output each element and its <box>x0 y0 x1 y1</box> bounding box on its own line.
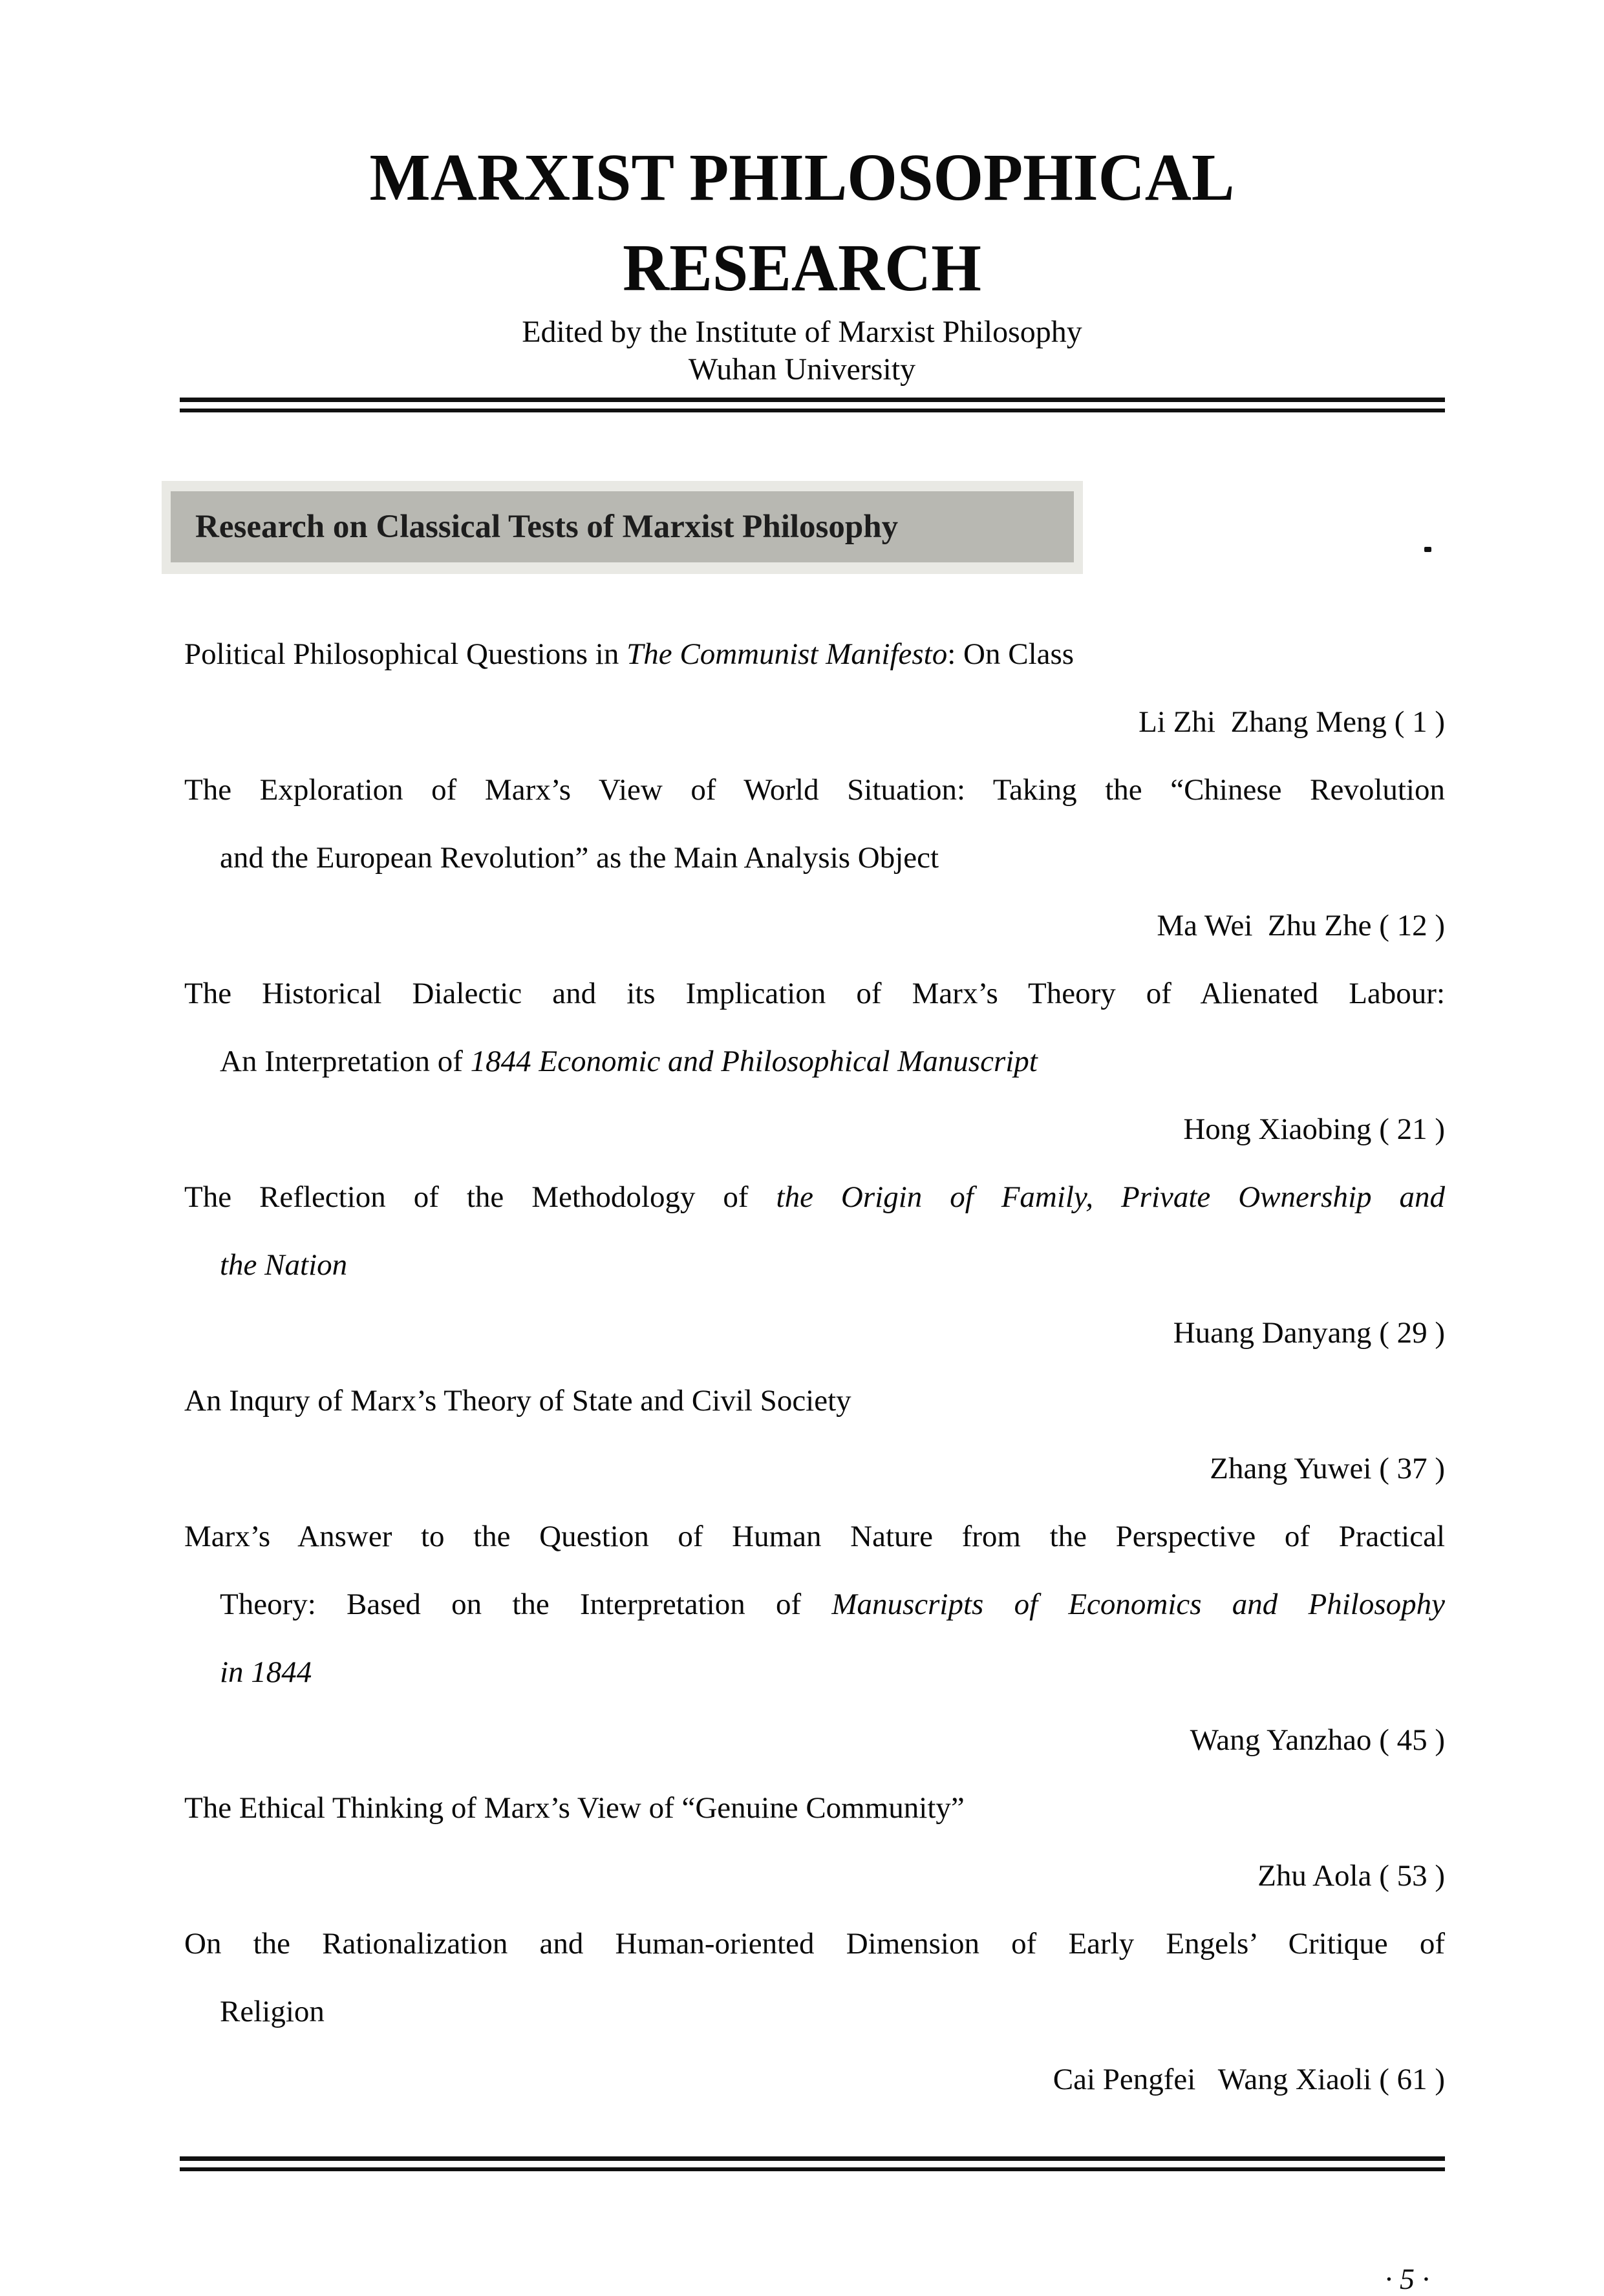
table-of-contents <box>184 621 1445 2114</box>
toc-page-ref: ( 45 ) <box>1371 1723 1445 1757</box>
toc-title-italic-segment: in 1844 <box>220 1655 312 1689</box>
toc-title-segment: The Reflection of the Methodology of <box>184 1180 776 1214</box>
toc-title-segment: The Historical Dialectic and its Implication of Marx’s Theory of Alienated Labour: <box>184 977 1445 1010</box>
journal-title-line-1: MARXIST PHILOSOPHICAL <box>369 140 1235 215</box>
toc-title-line <box>184 1367 1445 1435</box>
toc-title-line <box>184 1978 1445 2046</box>
toc-title-segment: and the European Revolution” as the Main Analysis Object <box>220 841 939 875</box>
section-header: Research on Classical Tests of Marxist Philosophy <box>171 491 1074 562</box>
toc-title-line <box>184 1164 1445 1231</box>
journal-subtitle-university: Wuhan University <box>688 352 916 387</box>
toc-title-line <box>184 1571 1445 1639</box>
toc-title-italic-segment: The Communist Manifesto <box>626 637 948 671</box>
toc-authors: Hong Xiaobing <box>1183 1112 1372 1146</box>
toc-author-line <box>184 1096 1445 1164</box>
toc-author-line <box>184 1706 1445 1774</box>
toc-title-segment: An Interpretation of <box>220 1045 471 1078</box>
toc-authors: Zhu Aola <box>1257 1859 1372 1893</box>
toc-title-line <box>184 1774 1445 1842</box>
toc-title-line <box>184 756 1445 824</box>
toc-author-line <box>184 688 1445 756</box>
toc-title-segment: Marx’s Answer to the Question of Human Nature from the Perspective of Practical <box>184 1520 1445 1553</box>
toc-authors: Huang Danyang <box>1173 1316 1372 1350</box>
section-header-halo <box>162 481 1083 574</box>
masthead <box>0 0 1604 388</box>
toc-page-ref: ( 61 ) <box>1371 2063 1445 2096</box>
page-number: · 5 · <box>1385 2262 1429 2295</box>
journal-subtitle-editor: Edited by the Institute of Marxist Philosophy <box>522 315 1082 349</box>
toc-title-line <box>184 1639 1445 1706</box>
toc-author-line <box>184 2046 1445 2114</box>
toc-page-ref: ( 29 ) <box>1371 1316 1445 1350</box>
toc-title-segment: Political Philosophical Questions in <box>184 637 627 671</box>
toc-title-italic-segment: the Origin of Family, Private Ownership and <box>776 1180 1445 1214</box>
toc-author-line <box>184 1299 1445 1367</box>
toc-authors: Zhang Yuwei <box>1210 1452 1372 1485</box>
toc-title-segment: On the Rationalization and Human-oriented Dimension of Early Engels’ Critique of <box>184 1927 1445 1961</box>
toc-title-segment: Religion <box>220 1995 325 2028</box>
toc-title-italic-segment: 1844 Economic and Philosophical Manuscript <box>470 1045 1038 1078</box>
toc-title-line <box>184 1503 1445 1571</box>
toc-authors: Ma Wei Zhu Zhe <box>1157 909 1372 942</box>
toc-author-line <box>184 1842 1445 1910</box>
toc-title-segment: An Inqury of Marx’s Theory of State and Civil Society <box>184 1384 851 1418</box>
bottom-double-rule <box>180 2156 1445 2171</box>
toc-title-line <box>184 1910 1445 1978</box>
toc-author-line <box>184 1435 1445 1503</box>
toc-title-line <box>184 960 1445 1028</box>
toc-page-ref: ( 12 ) <box>1371 909 1445 942</box>
toc-page-ref: ( 37 ) <box>1371 1452 1445 1485</box>
toc-page-ref: ( 1 ) <box>1386 705 1445 739</box>
toc-title-italic-segment: Manuscripts of Economics and Philosophy <box>831 1588 1446 1621</box>
toc-page-ref: ( 53 ) <box>1371 1859 1445 1893</box>
toc-title-segment: The Exploration of Marx’s View of World Situation: Taking the “Chinese Revolution <box>184 773 1445 807</box>
toc-title-italic-segment: the Nation <box>220 1248 348 1282</box>
top-double-rule <box>180 398 1445 412</box>
toc-title-line <box>184 1231 1445 1299</box>
toc-author-line <box>184 892 1445 960</box>
toc-authors: Cai Pengfei Wang Xiaoli <box>1053 2063 1372 2096</box>
toc-page-ref: ( 21 ) <box>1371 1112 1445 1146</box>
toc-title-line <box>184 1028 1445 1096</box>
toc-title-segment: The Ethical Thinking of Marx’s View of “Genuine Community” <box>184 1791 965 1825</box>
toc-title-line <box>184 621 1445 688</box>
toc-title-segment: : On Class <box>947 637 1075 671</box>
toc-authors: Li Zhi Zhang Meng <box>1139 705 1387 739</box>
toc-title-segment: Theory: Based on the Interpretation of <box>220 1588 832 1621</box>
scan-speck <box>1424 547 1431 552</box>
toc-title-line <box>184 824 1445 892</box>
journal-title-line-2: RESEARCH <box>623 231 981 305</box>
toc-authors: Wang Yanzhao <box>1190 1723 1372 1757</box>
